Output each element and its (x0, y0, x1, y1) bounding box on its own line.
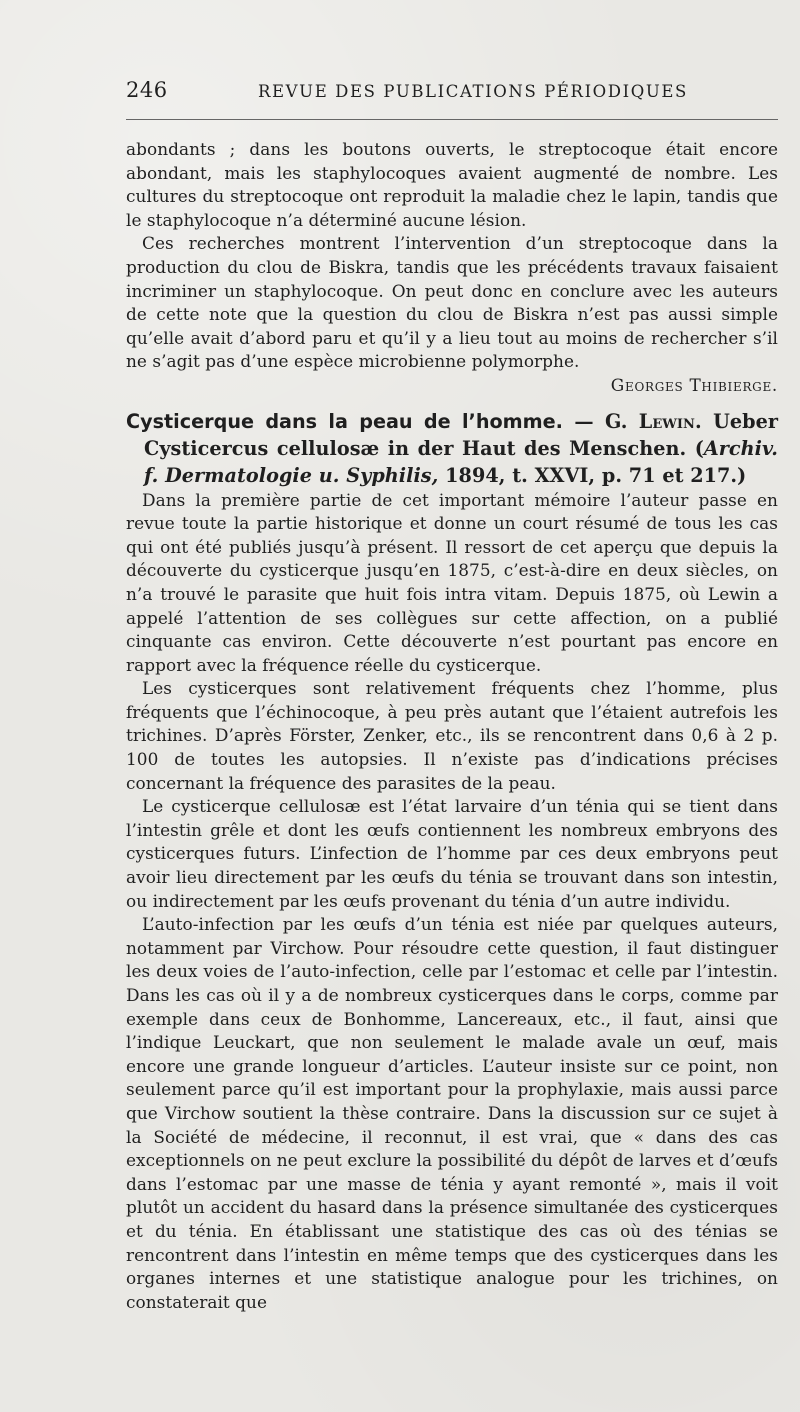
article-heading (126, 408, 778, 489)
author-signature: Georges Thibierge. (610, 374, 778, 395)
conclusion-paragraph: Ces recherches montrent l’intervention d’un streptocoque dans la production du clou de Biskra, tandis que les précédents travaux faisaient incriminer un staphylocoque. On peut donc en conclure avec les auteurs de cette note que la question du clou de Biskra n’est pas aussi simple qu’elle avait d’abord paru et qu’il y a lieu tout au moins de rechercher s’il ne s’agit pas d’une espèce microbienne polymorphe. (126, 233, 778, 372)
article-paragraph-history: Dans la première partie de cet important mémoire l’auteur passe en revue toute la partie historique et donne un court résumé de tous les cas qui ont été publiés jusqu’à présent. Il ressort de cet aperçu que depuis la découverte du cysticerque jusqu’en 1875, c’est-à-dire en deux siècles, on n’a trouvé le parasite que huit fois intra vitam. Depuis 1875, où Lewin a appelé l’attention de ses collègues sur cette affection, on a publié cinquante cas environ. Cette découverte n’est pourtant pas encore en rapport avec la fréquence réelle du cysticerque. (126, 489, 778, 675)
page-number: 246 (126, 78, 168, 102)
article-citation-intro: Ueber Cysticercus cellulosæ in der Haut des Menschen. ( (144, 409, 779, 460)
continued-paragraph: abondants ; dans les boutons ouverts, le streptocoque était encore abondant, mais les staphylocoques avaient augmenté de nombre. Les cultures du streptocoque ont reproduit la maladie chez le lapin, tandis que le staphylocoque n’a déterminé aucune lésion. (126, 139, 778, 230)
article-title-separator: — (562, 409, 605, 433)
article-title: Cysticerque dans la peau de l’homme. (126, 409, 563, 433)
journal-title: Archiv. f. Dermatologie u. Syphilis, (144, 436, 778, 487)
article-author: G. Lewin. (604, 409, 702, 433)
page-header (126, 78, 778, 102)
article-paragraph-infection: Le cysticerque cellulosæ est l’état larvaire d’un ténia qui se tient dans l’intestin grêle et dont les œufs contiennent les nombreux embryons des cysticerques futurs. L’infection de l’homme par ces deux embryons peut avoir lieu directement par les œufs du ténia se trouvant dans son intestin, ou indirectement par les œufs provenant du ténia d’un autre individu. (126, 796, 778, 911)
page-body (126, 138, 778, 1314)
article-paragraph-frequency: Les cysticerques sont relativement fréquents chez l’homme, plus fréquents que l’échinocoque, à peu près autant que l’étaient autrefois les trichines. D’après Förster, Zenker, etc., ils se rencontrent dans 0,6 à 2 p. 100 de toutes les autopsies. Il n’existe pas d’indications précises concernant la fréquence des parasites de la peau. (126, 678, 778, 793)
article-paragraph-auto-infection: L’auto-infection par les œufs d’un ténia est niée par quelques auteurs, notamment par Virchow. Pour résoudre cette question, il faut distinguer les deux voies de l’auto-infection, celle par l’estomac et celle par l’intestin. Dans les cas où il y a de nombreux cysticerques dans le corps, comme par exemple dans ceux de Bonhomme, Lancereaux, etc., il faut, ainsi que l’indique Leuckart, que non seulement le malade avale un œuf, mais encore une grande longueur d’articles. L’auteur insiste sur ce point, non seulement parce qu’il est important pour la prophylaxie, mais aussi parce que Virchow soutient la thèse contraire. Dans la discussion sur ce sujet à la Société de médecine, il reconnut, il est vrai, que « dans des cas exceptionnels on ne peut exclure la possibilité du dépôt de larves et d’œufs dans l’estomac par une masse de ténia y ayant remonté », mais il voit plutôt un accident du hasard dans la présence simultanée des cysticerques et du ténia. En établissant une statistique des cas où des ténias se rencontrent dans l’intestin en même temps que des cysticerques dans les organes internes et une statistique analogue pour les trichines, on constaterait que (126, 914, 778, 1312)
article-citation-end: 1894, t. XXVI, p. 71 et 217.) (438, 463, 747, 487)
running-title: REVUE DES PUBLICATIONS PÉRIODIQUES (258, 82, 688, 101)
header-rule (126, 119, 778, 120)
